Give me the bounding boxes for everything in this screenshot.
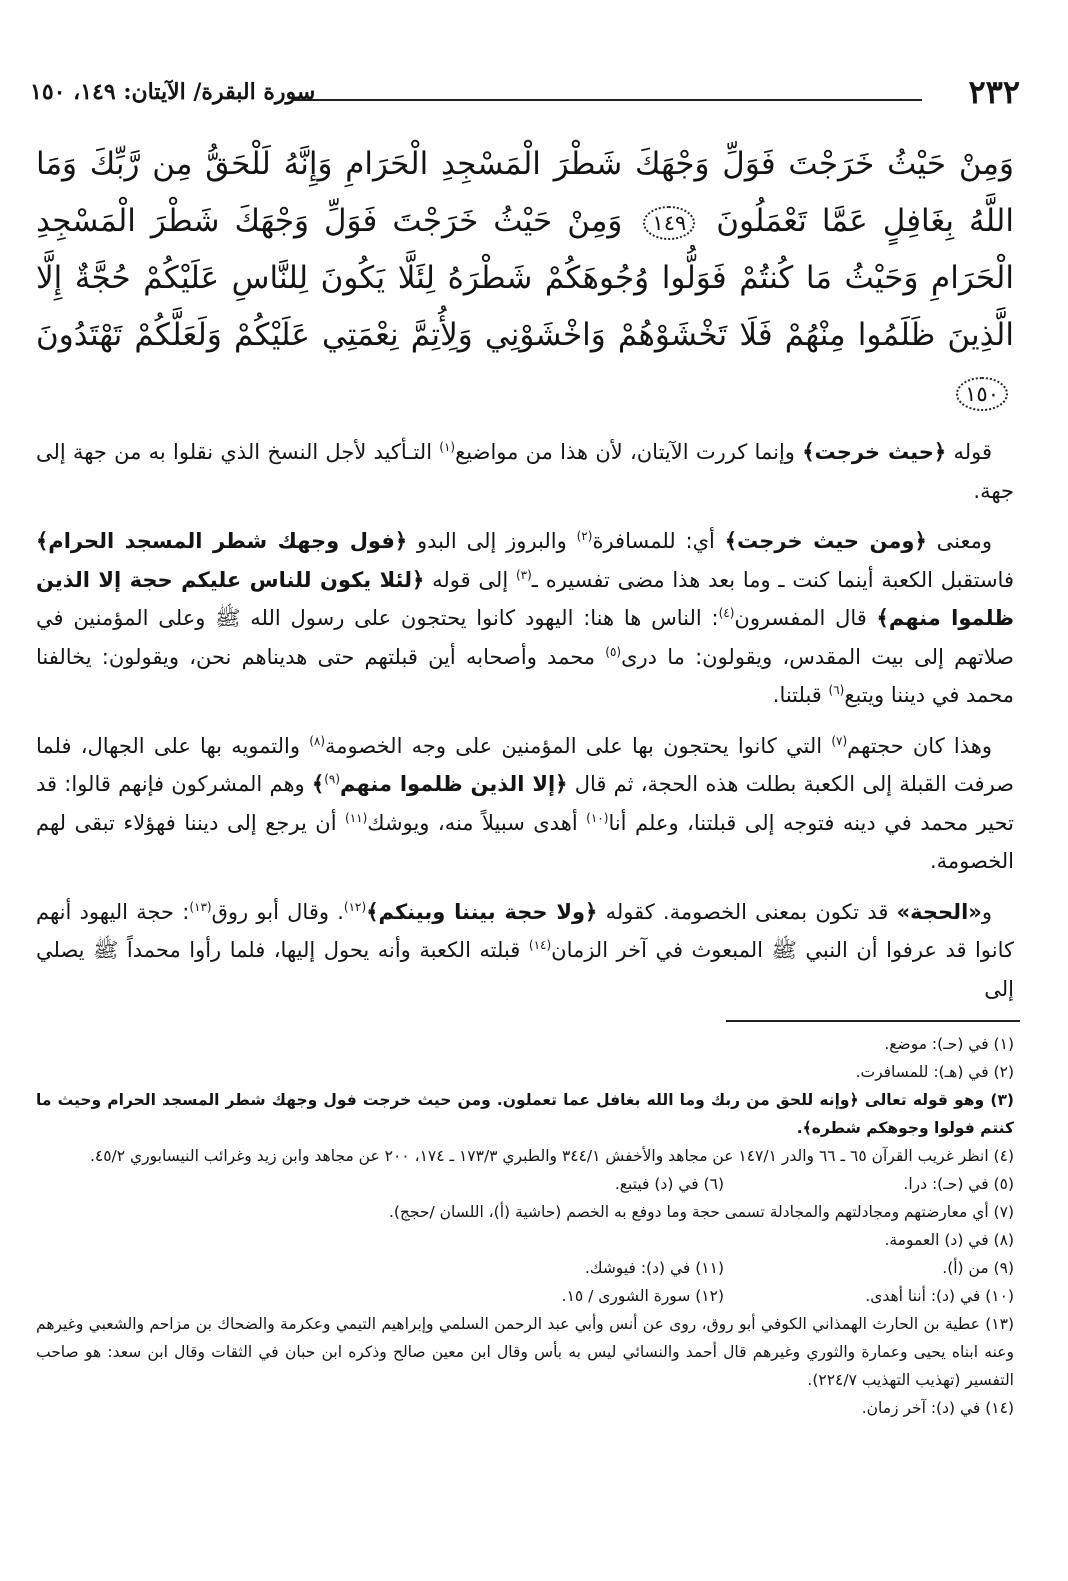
footnote-9: (٩) من (أ). (942, 1259, 1014, 1277)
text: والبروز إلى البدو (407, 529, 577, 553)
footnote-6: (٦) في (د) فيتبع. (614, 1175, 724, 1193)
text: فاستقبل الكعبة أينما كنت ـ وما بعد هذا مضى تفسيره ـ (531, 567, 1014, 592)
footnote-ref: (٨) (309, 733, 326, 748)
text: أن يرجع إلى ديننا فهؤلاء تبقى لهم الخصومة. (36, 810, 1014, 873)
verse-149-text: وَمِنْ حَيْثُ خَرَجْتَ فَوَلِّ وَجْهَكَ شَطْرَ الْمَسْجِدِ الْحَرَامِ وَإِنَّهُ لَلْحَقُّ مِن رَّبِّكَ وَمَا اللَّهُ بِغَافِلٍ عَمَّا تَعْمَلُونَ (36, 146, 1014, 239)
text: قوله (946, 440, 993, 464)
running-header (30, 74, 1020, 114)
text: قبلتنا. (772, 683, 829, 707)
text: وهم المشركون فإنهم قالوا: قد تحير محمد في دينه فتوجه إلى قبلتنا، وعلم أنا (36, 772, 1015, 835)
text: أهدى سبيلاً منه، ويوشك (367, 810, 587, 835)
footnote-7: (٧) أي معارضتهم ومجادلتهم والمجادلة تسمى حجة وما دوفع به الخصم (حاشية (أ)، اللسان /حجج). (388, 1203, 1014, 1221)
footnote-ref: (١٤) (528, 938, 552, 952)
footnote-12: (١٢) سورة الشورى / ١٥. (561, 1287, 724, 1305)
footnotes (30, 1030, 1020, 1422)
text: إلى قوله (424, 567, 516, 592)
footnote-14: (١٤) في (د): آخر زمان. (861, 1399, 1014, 1417)
text: والتمويه بها على الجهال، فلما صرفت القبلة إلى الكعبة بطلت هذه الحجة، ثم قال (36, 733, 1014, 796)
quote: «الحجة» (896, 899, 982, 924)
quote: ﴿فول وجهك شطر المسجد الحرام﴾ (36, 529, 408, 553)
footnote-1: (١) في (حـ): موضع. (884, 1035, 1014, 1053)
book-page (30, 74, 1020, 1422)
text: ومعنى (926, 529, 993, 553)
text: : الناس ها هنا: اليهود كانوا يحتجون على رسول الله ﷺ وعلى المؤمنين في صلاتهم إلى بيت المقدس، ويقولون: ما درى (36, 606, 1014, 669)
footnote-ref: (١٣) (189, 899, 212, 914)
footnote-5: (٥) في (حـ): درا. (903, 1175, 1014, 1193)
footnote-ref: (١١) (345, 810, 368, 825)
text: : حجة اليهود أنهم كانوا قد عرفوا أن النبي ﷺ المبعوث في آخر الزمان (36, 899, 1014, 962)
running-title: سورة البقرة/ الآيتان: ١٤٩، ١٥٠ (30, 79, 316, 105)
footnote-11: (١١) في (د): فيوشك. (584, 1259, 724, 1277)
text: وهذا كان حجتهم (847, 733, 992, 758)
footnote-row-5-6 (36, 1170, 1014, 1198)
paragraph-1 (36, 433, 1014, 510)
footnote-2: (٢) في (هـ): للمسافرت. (855, 1063, 1014, 1081)
quote: ﴿حيث خرجت﴾ (802, 440, 947, 464)
ayah-number-149: ١٤٩ (643, 206, 695, 240)
footnote-ref: (١) (439, 440, 456, 454)
footnote-row-9-11 (36, 1254, 1014, 1282)
footnote-10: (١٠) في (د): أننا أهدى. (865, 1287, 1014, 1305)
quote: ﴿ومن حيث خرجت﴾ (724, 529, 927, 553)
footnote-ref: (١٢) (343, 899, 367, 914)
text: . وقال أبو روق (211, 899, 344, 924)
text: أي: للمسافرة (592, 529, 725, 553)
footnote-ref: (٧) (831, 733, 848, 748)
footnote-ref: (٦) (828, 683, 845, 697)
paragraph-3 (36, 727, 1014, 881)
paragraph-4 (36, 893, 1014, 1009)
text: قال المفسرون (734, 606, 877, 630)
text: قبلته الكعبة وأنه يحول إليها، فلما رأوا محمداً ﷺ يصلي إلى (36, 938, 1014, 1001)
text: التي كانوا يحتجون بها على المؤمنين على وجه الخصومة (325, 733, 832, 758)
footnote-13: (١٣) عطية بن الحارث الهمذاني الكوفي أبو روق، روى عن أنس وأبي عبد الرحمن السلمي وإبراهيم التيمي وعكرمة والضحاك بن مزاحم والشعبي وغيرهم وعنه ابناه يحيى وعمارة والثوري وغيرهم قال أحمد والنسائي ليس به بأس وقال ابن معين صالح وذكره ابن حبان في الثقات وقال ابن سعد: هو صاحب التفسير (تهذيب التهذيب ٢٢٤/٧). (36, 1315, 1014, 1389)
header-rule (292, 99, 922, 101)
quote: ﴿ولا حجة بيننا وبينكم﴾ (366, 899, 598, 924)
ayah-number-150: ١٥٠ (956, 377, 1008, 411)
footnote-ref: (٣) (515, 567, 532, 582)
footnote-ref: (٤) (718, 606, 735, 620)
text: التـأكيد لأجل النسخ الذي نقلوا به من جهة إلى جهة. (36, 440, 1014, 503)
footnote-ref: (٥) (605, 644, 622, 659)
footnote-3: (٣) وهو قوله تعالى ﴿وإنه للحق من ربك وما الله بغافل عما تعملون. ومن حيث خرجت فول وجهك شطر المسجد الحرام وحيث ما كنتم فولوا وجوهكم شطره﴾. (36, 1091, 1014, 1137)
paragraph-2 (36, 522, 1014, 715)
text: و (981, 899, 992, 924)
footnote-ref: (١٠) (586, 810, 609, 825)
footnote-ref: (٩) (324, 772, 341, 786)
quote-end: ﴾ (311, 772, 325, 796)
footnote-4: (٤) انظر غريب القرآن ٦٥ ـ ٦٦ والدر ١٤٧/١ عن مجاهد والأخفش ٣٤٤/١ والطبري ١٧٣/٣ ـ ١٧٤، ٢٠٠ عن مجاهد وابن زيد وغرائب النيسابوري ٤٥/٢. (89, 1147, 1014, 1165)
page-number: ٢٣٢ (968, 73, 1020, 111)
text: محمد وأصحابه أين قبلتهم حتى هديناهم نحن، ويقولون: يخالفنا محمد في ديننا ويتبع (36, 644, 1014, 707)
quote: ﴿لئلا يكون للناس عليكم حجة إلا الذين ظلموا منهم﴾ (36, 567, 1014, 630)
text: وإنما كررت الآيتان، لأن هذا من مواضيع (455, 440, 803, 464)
quote: ﴿إلا الذين ظلموا منهم (340, 772, 568, 796)
verse-150-text: وَمِنْ حَيْثُ خَرَجْتَ فَوَلِّ وَجْهَكَ شَطْرَ الْمَسْجِدِ الْحَرَامِ وَحَيْثُ مَا كُنتُمْ فَوَلُّوا وُجُوهَكُمْ شَطْرَهُ لِئَلَّا يَكُونَ لِلنَّاسِ عَلَيْكُمْ حُجَّةٌ إِلَّا الَّذِينَ ظَلَمُوا مِنْهُمْ فَلَا تَخْشَوْهُمْ وَاخْشَوْنِي وَلِأُتِمَّ نِعْمَتِي عَلَيْكُمْ وَلَعَلَّكُمْ تَهْتَدُونَ (36, 203, 1014, 353)
footnote-ref: (٢) (576, 529, 593, 543)
quran-verse-block (30, 136, 1020, 421)
footnote-separator (726, 1020, 1020, 1022)
commentary-body (30, 433, 1020, 1008)
footnote-8: (٨) في (د) العمومة. (884, 1231, 1014, 1249)
footnote-row-10-12 (36, 1282, 1014, 1310)
text: قد تكون بمعنى الخصومة. كقوله (597, 899, 897, 924)
